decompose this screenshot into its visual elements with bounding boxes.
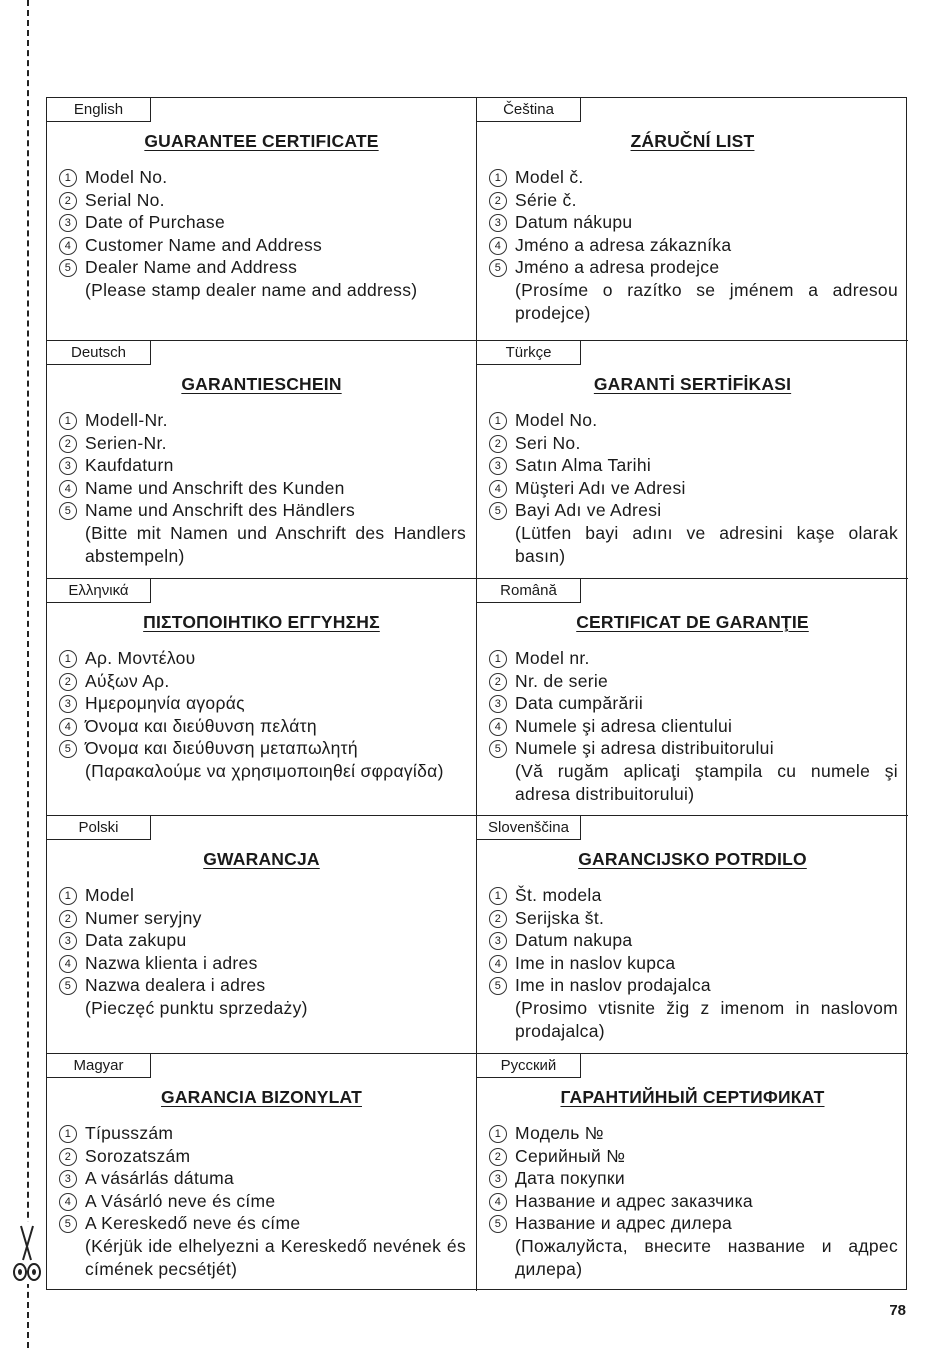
language-tab: Ελληνικά	[47, 579, 151, 603]
field-list	[59, 409, 466, 567]
field-item	[59, 670, 466, 693]
field-item	[59, 715, 466, 738]
field-label: Kaufdaturn	[85, 455, 174, 476]
field-item	[59, 256, 466, 279]
item-number: 3	[59, 1170, 77, 1188]
scissors-icon	[10, 1222, 44, 1284]
item-number: 3	[489, 214, 507, 232]
field-item	[489, 1122, 898, 1145]
field-label: Seri No.	[515, 432, 581, 453]
item-number: 1	[59, 650, 77, 668]
item-number: 1	[59, 1125, 77, 1143]
stamp-note: (Prosíme o razítko se jménem a adresou prodejce)	[515, 279, 898, 323]
item-number: 5	[489, 740, 507, 758]
field-label: Nr. de serie	[515, 670, 609, 691]
field-label: Jméno a adresa prodejce	[515, 257, 720, 278]
field-label: Ημερομηνία αγοράς	[85, 693, 245, 714]
language-tab: Slovenščina	[477, 816, 581, 840]
field-label: Name und Anschrift des Kunden	[85, 477, 345, 498]
certificate-section	[477, 340, 908, 578]
field-label: Nazwa dealera i adres	[85, 975, 266, 996]
item-number: 4	[59, 480, 77, 498]
stamp-note: (Pieczęć punktu sprzedaży)	[85, 997, 308, 1018]
field-label: A vásárlás dátuma	[85, 1168, 235, 1189]
field-label: Model	[85, 885, 135, 905]
section-title: CERTIFICAT DE GARANŢIE	[576, 612, 809, 632]
field-list	[489, 409, 898, 567]
item-number: 1	[59, 887, 77, 905]
field-list	[489, 647, 898, 805]
item-number: 4	[489, 1193, 507, 1211]
item-number: 2	[59, 1148, 77, 1166]
field-label: Nazwa klienta i adres	[85, 952, 258, 973]
item-number: 1	[489, 1125, 507, 1143]
certificate-section	[47, 1053, 477, 1291]
field-list	[59, 1122, 466, 1280]
field-item	[59, 166, 466, 189]
language-tab: Magyar	[47, 1054, 151, 1078]
item-number: 2	[489, 910, 507, 928]
field-item	[59, 234, 466, 257]
item-number: 4	[59, 1193, 77, 1211]
field-item	[489, 499, 898, 522]
field-label: Model č.	[515, 167, 584, 187]
field-label: Satın Alma Tarihi	[515, 455, 652, 476]
guarantee-certificate-grid	[46, 97, 907, 1290]
section-title: GWARANCJA	[203, 849, 320, 869]
certificate-section	[47, 340, 477, 578]
item-number: 5	[59, 977, 77, 995]
field-item	[59, 1190, 466, 1213]
field-item	[489, 477, 898, 500]
field-label: A Vásárló neve és címe	[85, 1190, 276, 1211]
field-label: Št. modela	[515, 885, 602, 905]
section-title: GARANCIA BIZONYLAT	[161, 1087, 362, 1107]
section-title: ΠΙΣΤΟΠΟΙΗΤΙΚΟ ΕΓΓΥΗΣΗΣ	[143, 612, 380, 632]
certificate-section	[477, 578, 908, 815]
item-number: 3	[59, 214, 77, 232]
language-tab: Русский	[477, 1054, 581, 1078]
field-item	[59, 952, 466, 975]
field-item	[59, 189, 466, 212]
item-number: 5	[489, 259, 507, 277]
field-item	[489, 929, 898, 952]
field-label: Datum nákupu	[515, 212, 633, 233]
language-tab: Polski	[47, 816, 151, 840]
field-list	[59, 166, 466, 302]
stamp-note: (Prosimo vtisnite žig z imenom in naslovom prodajalca)	[515, 997, 898, 1041]
field-label: Model No.	[515, 410, 598, 430]
item-number: 4	[59, 718, 77, 736]
field-label: Ime in naslov prodajalca	[515, 975, 711, 996]
item-number: 5	[59, 1215, 77, 1233]
section-title: ZÁRUČNÍ LIST	[630, 131, 755, 151]
item-number: 1	[59, 412, 77, 430]
field-label: Model No.	[85, 167, 168, 187]
certificate-section	[477, 815, 908, 1053]
field-item	[489, 211, 898, 234]
item-number: 3	[489, 695, 507, 713]
field-label: Serien-Nr.	[85, 432, 167, 453]
field-label: Serial No.	[85, 189, 165, 210]
field-label: Όνομα και διεύθυνση μεταπωλητή	[85, 738, 358, 759]
field-item	[59, 1122, 466, 1145]
language-tab: Deutsch	[47, 341, 151, 365]
field-label: Серийный №	[515, 1145, 626, 1166]
field-item	[59, 409, 466, 432]
field-label: Jméno a adresa zákazníka	[515, 234, 732, 255]
field-label: Bayi Adı ve Adresi	[515, 500, 662, 521]
field-label: Название и адрес дилера	[515, 1213, 733, 1234]
certificate-section	[477, 1053, 908, 1291]
item-number: 2	[59, 673, 77, 691]
field-item	[489, 1145, 898, 1168]
field-label: Sorozatszám	[85, 1145, 191, 1166]
field-item	[489, 166, 898, 189]
field-item	[489, 454, 898, 477]
field-item	[489, 974, 898, 997]
field-label: Model nr.	[515, 648, 590, 668]
field-label: Αύξων Αρ.	[85, 670, 170, 691]
field-label: Típusszám	[85, 1123, 174, 1143]
page-number: 78	[889, 1302, 906, 1319]
field-item	[489, 409, 898, 432]
field-list	[489, 1122, 898, 1280]
certificate-section	[47, 98, 477, 340]
field-label: Data zakupu	[85, 930, 187, 951]
field-item	[59, 477, 466, 500]
field-label: Modell-Nr.	[85, 410, 168, 430]
item-number: 3	[489, 1170, 507, 1188]
section-title: GARANCIJSKO POTRDILO	[578, 849, 807, 869]
item-number: 1	[489, 650, 507, 668]
item-number: 4	[489, 718, 507, 736]
item-number: 5	[59, 740, 77, 758]
item-number: 5	[489, 502, 507, 520]
field-item	[489, 432, 898, 455]
item-number: 1	[489, 887, 507, 905]
field-label: A Kereskedő neve és címe	[85, 1213, 301, 1234]
item-number: 2	[489, 1148, 507, 1166]
item-number: 2	[489, 673, 507, 691]
field-label: Müşteri Adı ve Adresi	[515, 477, 686, 498]
field-item	[59, 907, 466, 930]
item-number: 3	[59, 695, 77, 713]
item-number: 2	[489, 435, 507, 453]
field-list	[59, 647, 466, 783]
field-label: Дата покупки	[515, 1168, 625, 1189]
field-item	[59, 737, 466, 760]
item-number: 4	[489, 480, 507, 498]
language-tab: Čeština	[477, 98, 581, 122]
field-item	[489, 189, 898, 212]
field-item	[59, 211, 466, 234]
field-label: Numele şi adresa clientului	[515, 715, 733, 736]
section-title: GUARANTEE CERTIFICATE	[144, 131, 379, 151]
field-label: Numele şi adresa distribuitorului	[515, 738, 774, 759]
field-label: Data cumpărării	[515, 693, 644, 714]
stamp-note: (Παρακαλούμε να χρησιμοποιηθεί σφραγίδα)	[85, 760, 444, 781]
field-item	[489, 884, 898, 907]
field-item	[489, 1167, 898, 1190]
field-label: Serijska št.	[515, 907, 605, 928]
item-number: 3	[489, 932, 507, 950]
field-item	[59, 974, 466, 997]
field-label: Dealer Name and Address	[85, 257, 298, 278]
field-label: Série č.	[515, 189, 577, 210]
field-label: Customer Name and Address	[85, 234, 323, 255]
language-tab: Türkçe	[477, 341, 581, 365]
item-number: 1	[59, 169, 77, 187]
stamp-note: (Пожалуйста, внесите название и адрес дилера)	[515, 1235, 898, 1279]
field-label: Ime in naslov kupca	[515, 952, 676, 973]
item-number: 2	[59, 435, 77, 453]
field-item	[59, 884, 466, 907]
field-item	[59, 499, 466, 522]
item-number: 3	[489, 457, 507, 475]
field-item	[489, 234, 898, 257]
field-item	[59, 647, 466, 670]
field-item	[489, 692, 898, 715]
item-number: 5	[59, 502, 77, 520]
field-label: Datum nakupa	[515, 930, 633, 951]
field-label: Όνομα και διεύθυνση πελάτη	[85, 715, 317, 736]
item-number: 5	[59, 259, 77, 277]
field-item	[489, 715, 898, 738]
stamp-note: (Please stamp dealer name and address)	[85, 279, 418, 300]
language-tab: English	[47, 98, 151, 122]
item-number: 5	[489, 977, 507, 995]
field-item	[59, 1167, 466, 1190]
section-title: GARANTİ SERTİFİKASI	[593, 374, 792, 394]
stamp-note: (Vă rugăm aplicaţi ştampila cu numele şi adresa distribuitorului)	[515, 760, 898, 804]
field-item	[489, 1212, 898, 1235]
item-number: 2	[489, 192, 507, 210]
item-number: 4	[59, 955, 77, 973]
field-item	[489, 1190, 898, 1213]
item-number: 3	[59, 932, 77, 950]
item-number: 4	[489, 955, 507, 973]
field-label: Date of Purchase	[85, 212, 226, 233]
item-number: 3	[59, 457, 77, 475]
language-tab: Română	[477, 579, 581, 603]
field-item	[489, 907, 898, 930]
item-number: 4	[489, 237, 507, 255]
item-number: 2	[59, 910, 77, 928]
item-number: 1	[489, 169, 507, 187]
field-item	[59, 1212, 466, 1235]
field-item	[489, 737, 898, 760]
section-title: ГАРАНТИЙНЫЙ СЕРТИФИКАТ	[560, 1087, 825, 1107]
field-label: Name und Anschrift des Händlers	[85, 500, 355, 521]
field-item	[489, 670, 898, 693]
certificate-section	[47, 578, 477, 815]
field-item	[59, 1145, 466, 1168]
cut-line	[27, 0, 29, 1348]
item-number: 4	[59, 237, 77, 255]
stamp-note: (Kérjük ide elhelyezni a Kereskedő nevének és címének pecsétjét)	[85, 1235, 466, 1279]
field-label: Название и адрес заказчика	[515, 1190, 753, 1211]
certificate-section	[477, 98, 908, 340]
certificate-section	[47, 815, 477, 1053]
field-item	[59, 692, 466, 715]
field-list	[59, 884, 466, 1020]
field-item	[489, 952, 898, 975]
item-number: 2	[59, 192, 77, 210]
stamp-note: (Lütfen bayi adını ve adresini kaşe olarak basın)	[515, 522, 898, 566]
field-item	[59, 454, 466, 477]
field-item	[59, 432, 466, 455]
item-number: 5	[489, 1215, 507, 1233]
field-item	[489, 647, 898, 670]
field-list	[489, 166, 898, 324]
field-list	[489, 884, 898, 1042]
field-label: Модель №	[515, 1123, 604, 1143]
field-item	[489, 256, 898, 279]
field-label: Numer seryjny	[85, 907, 202, 928]
section-title: GARANTIESCHEIN	[181, 374, 342, 394]
stamp-note: (Bitte mit Namen und Anschrift des Handlers abstempeln)	[85, 522, 466, 566]
field-item	[59, 929, 466, 952]
item-number: 1	[489, 412, 507, 430]
field-label: Αρ. Μοντέλου	[85, 648, 196, 668]
